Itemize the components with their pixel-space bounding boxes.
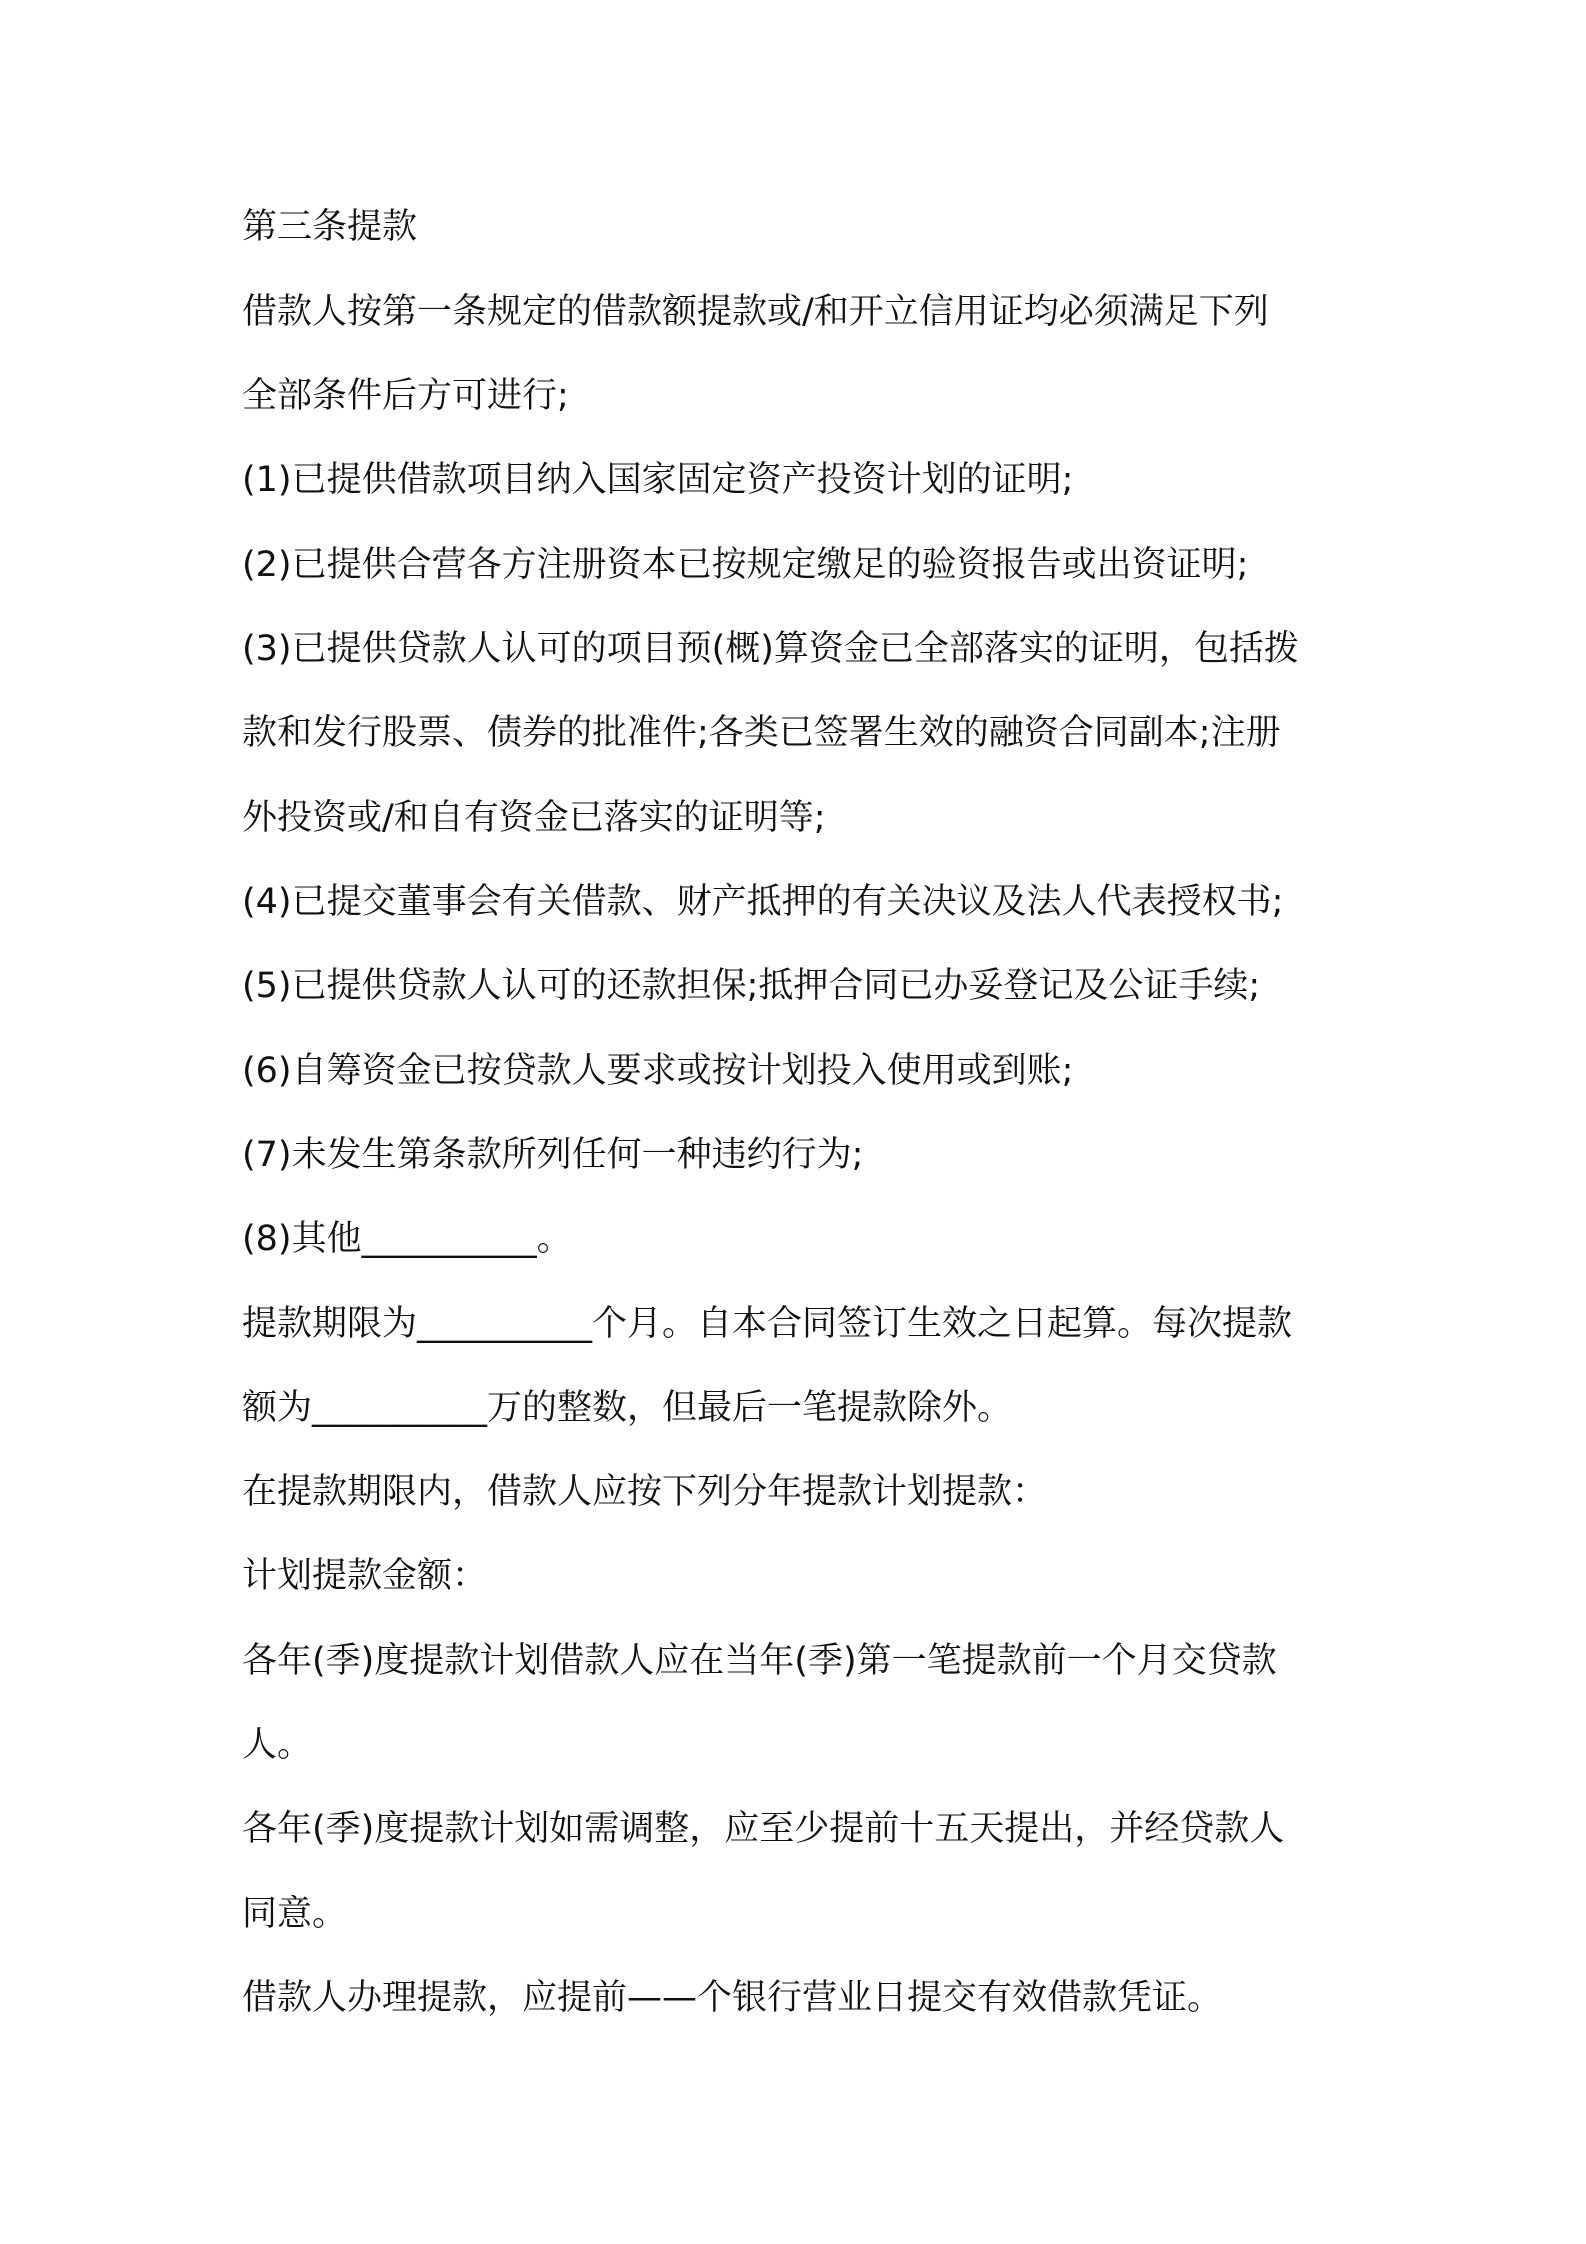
- section-heading: 第三条提款: [242, 207, 418, 247]
- paragraph-line: 各年(季)度提款计划如需调整，应至少提前十五天提出，并经贷款人: [242, 1809, 1285, 1849]
- paragraph-line: 各年(季)度提款计划借款人应在当年(季)第一笔提款前一个月交贷款: [242, 1641, 1277, 1681]
- list-item-8: (8)其他__________。: [242, 1219, 572, 1259]
- list-item-6: (6)自筹资金已按贷款人要求或按计划投入使用或到账;: [242, 1051, 1074, 1091]
- list-item-3-cont: 款和发行股票、债券的批准件;各类已签署生效的融资合同副本;注册: [242, 713, 1281, 753]
- paragraph-line: 计划提款金额：: [242, 1556, 488, 1596]
- paragraph-line: 借款人按第一条规定的借款额提款或/和开立信用证均必须满足下列: [242, 292, 1269, 332]
- paragraph-line: 全部条件后方可进行;: [242, 376, 569, 416]
- list-item-2: (2)已提供合营各方注册资本已按规定缴足的验资报告或出资证明;: [242, 545, 1249, 585]
- paragraph-line: 额为__________万的整数，但最后一笔提款除外。: [242, 1388, 1013, 1428]
- list-item-7: (7)未发生第条款所列任何一种违约行为;: [242, 1135, 864, 1175]
- list-item-3-cont: 外投资或/和自有资金已落实的证明等;: [242, 798, 826, 838]
- list-item-1: (1)已提供借款项目纳入国家固定资产投资计划的证明;: [242, 460, 1074, 500]
- paragraph-line: 人。: [242, 1725, 313, 1765]
- list-item-4: (4)已提交董事会有关借款、财产抵押的有关决议及法人代表授权书;: [242, 882, 1284, 922]
- paragraph-line: 同意。: [242, 1894, 348, 1934]
- paragraph-line: 提款期限为__________个月。自本合同签订生效之日起算。每次提款: [242, 1304, 1293, 1344]
- paragraph-line: 在提款期限内，借款人应按下列分年提款计划提款：: [242, 1472, 1048, 1512]
- list-item-5: (5)已提供贷款人认可的还款担保;抵押合同已办妥登记及公证手续;: [242, 966, 1261, 1006]
- paragraph-line: 借款人办理提款，应提前——个银行营业日提交有效借款凭证。: [242, 1978, 1223, 2018]
- list-item-3: (3)已提供贷款人认可的项目预(概)算资金已全部落实的证明，包括拨: [242, 629, 1299, 669]
